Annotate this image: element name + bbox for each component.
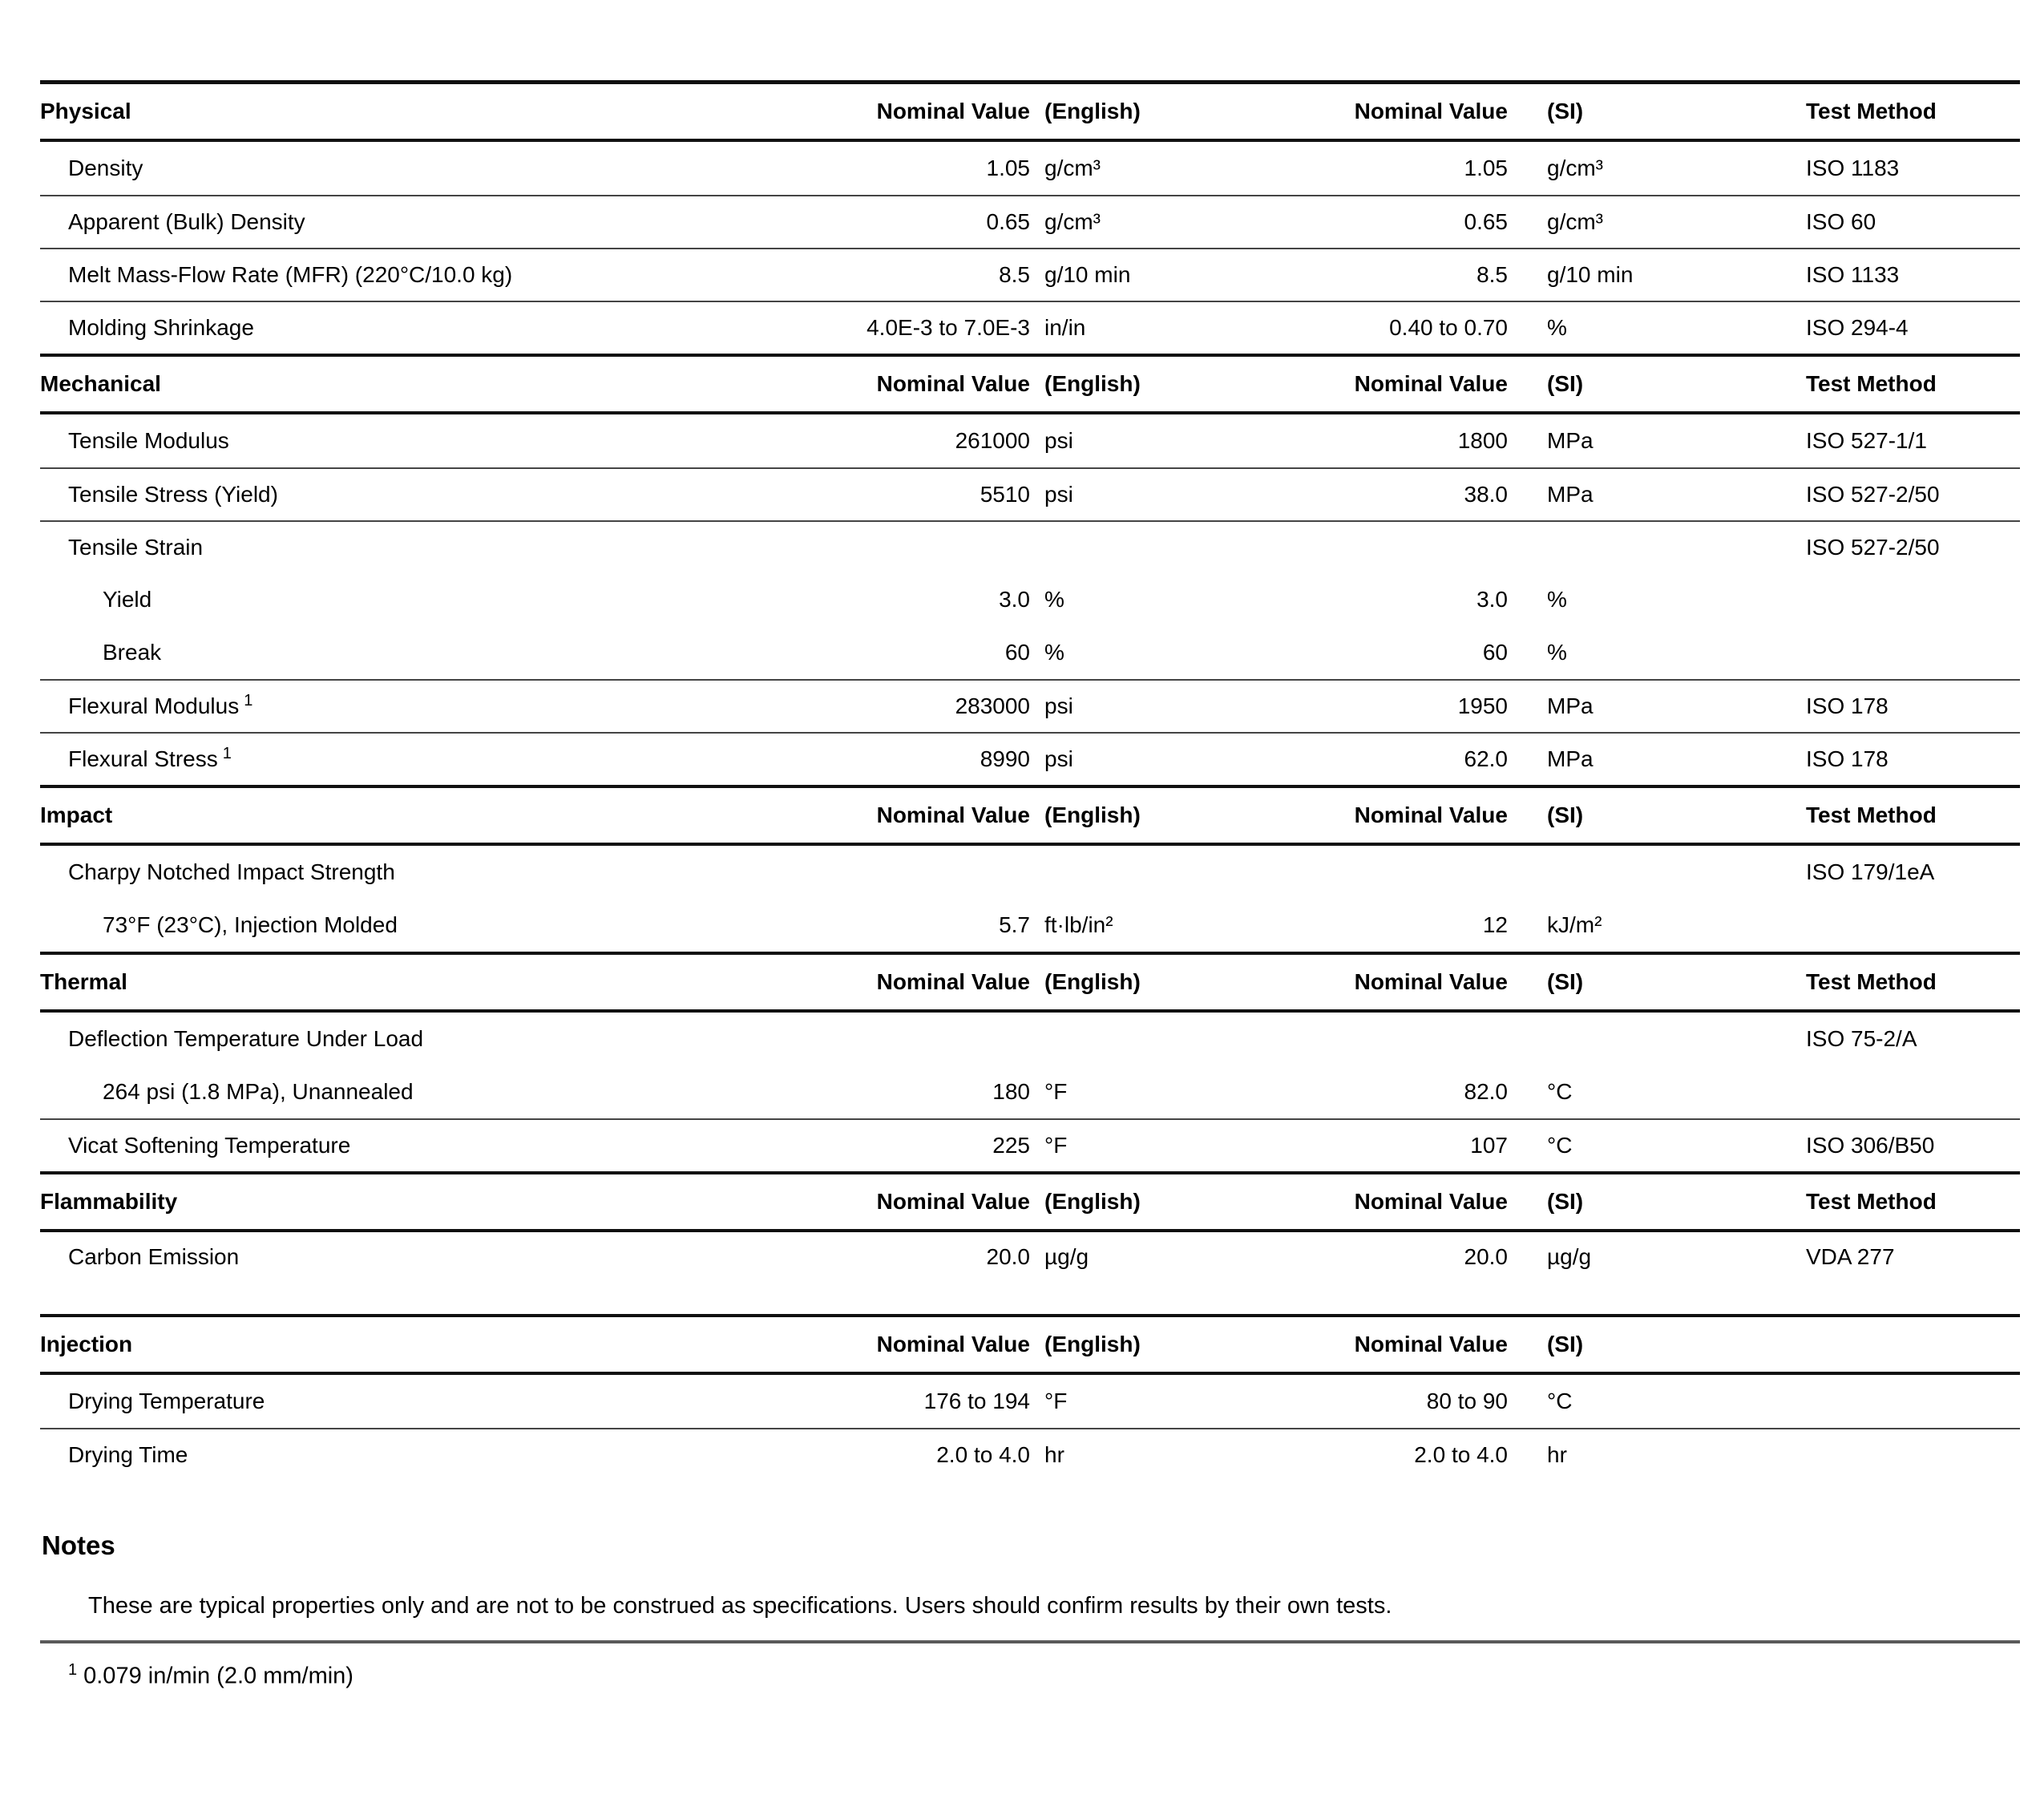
table-row <box>40 1375 2020 1428</box>
english-unit-cell: hr <box>1044 1442 1064 1467</box>
si-unit-cell: µg/g <box>1547 1244 1592 1269</box>
si-header: (SI) <box>1547 802 1584 827</box>
test-method-cell <box>1727 1444 2020 1466</box>
property-label: Tensile Strain <box>68 535 204 560</box>
nominal-value-si-header: Nominal Value <box>1354 1189 1508 1214</box>
property-label: Melt Mass-Flow Rate (MFR) (220°C/10.0 kg) <box>68 262 513 287</box>
english-value-cell: 180 <box>992 1079 1030 1104</box>
section-header-row <box>40 955 2020 1009</box>
table-section <box>40 952 2020 1171</box>
si-unit-cell <box>1508 861 1727 883</box>
property-label: Density <box>68 156 143 180</box>
si-value-cell <box>1307 536 1508 559</box>
test-method-cell: VDA 277 <box>1806 1244 1895 1269</box>
english-unit-cell: °F <box>1044 1389 1068 1413</box>
table-row <box>40 248 2020 301</box>
english-unit-cell: ft·lb/in² <box>1044 912 1113 937</box>
si-value-cell: 0.40 to 0.70 <box>1389 315 1508 340</box>
si-unit-cell: MPa <box>1547 428 1594 453</box>
property-label-cell <box>40 575 770 625</box>
table-row <box>40 899 2020 952</box>
si-unit-cell: MPa <box>1547 482 1594 507</box>
english-unit-cell: °F <box>1044 1079 1068 1104</box>
test-method-cell <box>1727 914 2020 936</box>
english-value-cell: 261000 <box>955 428 1030 453</box>
table-section <box>40 785 2020 952</box>
english-header: (English) <box>1044 371 1141 396</box>
property-label-cell <box>40 197 770 247</box>
property-label: Deflection Temperature Under Load <box>68 1026 424 1051</box>
property-label: 264 psi (1.8 MPa), Unannealed <box>103 1079 414 1104</box>
property-label-cell <box>40 1377 770 1426</box>
nominal-value-english-header: Nominal Value <box>876 802 1030 827</box>
test-method-cell: ISO 179/1eA <box>1806 859 1935 884</box>
nominal-value-english-header: Nominal Value <box>876 99 1030 123</box>
nominal-value-si-header: Nominal Value <box>1354 371 1508 396</box>
si-value-cell: 82.0 <box>1464 1079 1508 1104</box>
si-unit-cell: hr <box>1547 1442 1567 1467</box>
footnote-text: 0.079 in/min (2.0 mm/min) <box>83 1663 353 1689</box>
english-header: (English) <box>1044 1189 1141 1214</box>
property-label-cell <box>40 1067 770 1117</box>
section-header-row <box>40 357 2020 411</box>
property-label-cell <box>40 847 770 897</box>
table-row <box>40 301 2020 354</box>
property-label: Charpy Notched Impact Strength <box>68 859 395 884</box>
footnote <box>68 1661 2020 1690</box>
table-row <box>40 1428 2020 1481</box>
property-label-cell <box>40 628 770 677</box>
property-label: Carbon Emission <box>68 1244 240 1269</box>
english-value-cell: 60 <box>1004 640 1030 665</box>
section-title: Flammability <box>40 1189 178 1214</box>
property-label: Drying Time <box>68 1442 188 1467</box>
si-unit-cell <box>1508 1028 1727 1050</box>
property-label-cell <box>40 523 770 572</box>
english-value-cell: 20.0 <box>986 1244 1030 1269</box>
property-label-cell <box>40 900 770 950</box>
test-method-cell: ISO 60 <box>1806 209 1876 234</box>
nominal-value-english-header: Nominal Value <box>876 1189 1030 1214</box>
section-header-row <box>40 1174 2020 1229</box>
test-method-cell <box>1727 1390 2020 1413</box>
nominal-value-english-header: Nominal Value <box>876 371 1030 396</box>
table-row <box>40 195 2020 248</box>
property-label: Vicat Softening Temperature <box>68 1133 351 1158</box>
test-method-cell: ISO 178 <box>1806 693 1888 718</box>
english-unit-cell: psi <box>1044 428 1073 453</box>
property-label: Apparent (Bulk) Density <box>68 209 305 234</box>
test-method-header: Test Method <box>1806 371 1937 396</box>
si-value-cell: 0.65 <box>1464 209 1508 234</box>
section-header <box>40 1174 2020 1232</box>
property-label: Molding Shrinkage <box>68 315 254 340</box>
english-value-cell: 0.65 <box>986 209 1030 234</box>
english-value-cell: 4.0E-3 to 7.0E-3 <box>866 315 1030 340</box>
table-row <box>40 1013 2020 1065</box>
si-value-cell <box>1307 1028 1508 1050</box>
si-value-cell: 8.5 <box>1476 262 1508 287</box>
section-header <box>40 84 2020 142</box>
si-value-cell: 60 <box>1482 640 1508 665</box>
si-value-cell: 1.05 <box>1464 156 1508 180</box>
property-label-cell <box>40 250 770 300</box>
test-method-header: Test Method <box>1806 1189 1937 1214</box>
si-value-cell: 20.0 <box>1464 1244 1508 1269</box>
si-unit-cell: % <box>1547 587 1567 612</box>
si-unit-cell: % <box>1547 640 1567 665</box>
english-unit-cell: in/in <box>1044 315 1086 340</box>
notes-heading: Notes <box>42 1530 115 1560</box>
si-unit-cell: MPa <box>1547 746 1594 771</box>
table-section <box>40 84 2020 354</box>
property-label-cell <box>40 1232 770 1282</box>
property-label: Tensile Modulus <box>68 428 229 453</box>
test-method-header: Test Method <box>1806 969 1937 994</box>
footnote-reference-marker: 1 <box>222 744 232 762</box>
english-unit-cell: % <box>1044 640 1064 665</box>
si-header: (SI) <box>1547 99 1584 123</box>
table-row <box>40 573 2020 626</box>
english-value-cell: 3.0 <box>999 587 1030 612</box>
notes-body-text: These are typical properties only and are not to be construed as specifications. Users should confirm results by their own tests. <box>88 1593 1392 1619</box>
section-header <box>40 357 2020 414</box>
english-header: (English) <box>1044 969 1141 994</box>
test-method-header <box>1727 1333 2020 1356</box>
property-label: Flexural Modulus <box>68 693 240 718</box>
si-value-cell: 1950 <box>1457 693 1508 718</box>
english-value-cell: 5.7 <box>999 912 1030 937</box>
test-method-cell <box>1727 641 2020 664</box>
table-section <box>40 354 2020 785</box>
footnote-marker: 1 <box>68 1661 78 1679</box>
property-label-cell <box>40 470 770 519</box>
property-label-cell <box>40 734 770 784</box>
property-label-cell <box>40 303 770 353</box>
test-method-cell: ISO 527-1/1 <box>1806 428 1927 453</box>
test-method-cell: ISO 1183 <box>1806 156 1900 180</box>
footnote-reference-marker: 1 <box>244 691 253 709</box>
property-label-cell <box>40 416 770 466</box>
si-unit-cell: °C <box>1547 1079 1573 1104</box>
section-header <box>40 1317 2020 1375</box>
section-title: Thermal <box>40 969 127 994</box>
si-value-cell <box>1307 861 1508 883</box>
table-section <box>40 1171 2020 1314</box>
section-header <box>40 955 2020 1013</box>
property-label-cell <box>40 681 770 731</box>
si-unit-cell: g/cm³ <box>1547 156 1603 180</box>
english-header: (English) <box>1044 99 1141 123</box>
si-value-cell: 107 <box>1470 1133 1508 1158</box>
english-unit-cell: °F <box>1044 1133 1068 1158</box>
table-row <box>40 679 2020 732</box>
table-row <box>40 142 2020 195</box>
material-properties-table <box>40 80 2020 1481</box>
test-method-cell: ISO 75-2/A <box>1806 1026 1917 1051</box>
nominal-value-english-header: Nominal Value <box>876 969 1030 994</box>
section-title: Mechanical <box>40 371 161 396</box>
english-header: (English) <box>1044 802 1141 827</box>
si-unit-cell: g/10 min <box>1547 262 1634 287</box>
property-label: 73°F (23°C), Injection Molded <box>103 912 398 937</box>
property-label: Flexural Stress <box>68 746 218 771</box>
english-unit-cell: % <box>1044 587 1064 612</box>
property-label-cell <box>40 144 770 193</box>
si-value-cell: 62.0 <box>1464 746 1508 771</box>
english-value-cell: 283000 <box>955 693 1030 718</box>
section-header-row <box>40 1317 2020 1372</box>
test-method-cell: ISO 294-4 <box>1806 315 1909 340</box>
section-title: Physical <box>40 99 131 123</box>
test-method-header: Test Method <box>1806 802 1937 827</box>
test-method-cell <box>1727 588 2020 611</box>
si-unit-cell: °C <box>1547 1389 1573 1413</box>
test-method-cell: ISO 306/B50 <box>1806 1133 1935 1158</box>
table-row <box>40 520 2020 573</box>
si-header: (SI) <box>1547 1189 1584 1214</box>
property-label: Tensile Stress (Yield) <box>68 482 278 507</box>
table-row <box>40 1232 2020 1314</box>
si-value-cell: 80 to 90 <box>1426 1389 1508 1413</box>
si-header: (SI) <box>1547 969 1584 994</box>
nominal-value-english-header: Nominal Value <box>876 1332 1030 1356</box>
test-method-cell: ISO 527-2/50 <box>1806 482 1940 507</box>
english-unit-cell <box>1030 861 1307 883</box>
notes-section <box>40 1530 2020 1690</box>
english-header: (English) <box>1044 1332 1141 1356</box>
nominal-value-si-header: Nominal Value <box>1354 1332 1508 1356</box>
property-label: Drying Temperature <box>68 1389 265 1413</box>
section-header-row <box>40 788 2020 843</box>
table-section <box>40 1314 2020 1481</box>
english-value-cell: 8990 <box>980 746 1030 771</box>
si-value-cell: 38.0 <box>1464 482 1508 507</box>
si-unit-cell: °C <box>1547 1133 1573 1158</box>
english-value-cell: 225 <box>992 1133 1030 1158</box>
si-unit-cell: % <box>1547 315 1567 340</box>
section-title: Injection <box>40 1332 133 1356</box>
test-method-cell <box>1727 1081 2020 1103</box>
si-unit-cell <box>1508 536 1727 559</box>
table-row <box>40 1065 2020 1118</box>
si-unit-cell: g/cm³ <box>1547 209 1603 234</box>
test-method-cell: ISO 527-2/50 <box>1806 535 1940 560</box>
property-label-cell <box>40 1014 770 1064</box>
si-value-cell: 12 <box>1482 912 1508 937</box>
english-value-cell: 176 to 194 <box>923 1389 1030 1413</box>
nominal-value-si-header: Nominal Value <box>1354 969 1508 994</box>
si-value-cell: 2.0 to 4.0 <box>1414 1442 1508 1467</box>
table-row <box>40 846 2020 899</box>
english-value-cell: 5510 <box>980 482 1030 507</box>
table-row <box>40 732 2020 785</box>
test-method-cell: ISO 178 <box>1806 746 1888 771</box>
table-row <box>40 467 2020 520</box>
property-label-cell <box>40 1121 770 1170</box>
si-value-cell: 3.0 <box>1476 587 1508 612</box>
english-value-cell: 8.5 <box>999 262 1030 287</box>
si-header: (SI) <box>1547 1332 1584 1356</box>
property-label: Break <box>103 640 162 665</box>
table-row <box>40 626 2020 679</box>
english-unit-cell <box>1030 1028 1307 1050</box>
english-unit-cell: g/10 min <box>1044 262 1131 287</box>
si-header: (SI) <box>1547 371 1584 396</box>
english-unit-cell: g/cm³ <box>1044 156 1101 180</box>
notes-divider <box>40 1640 2020 1643</box>
section-header-row <box>40 84 2020 139</box>
english-value-cell <box>770 861 1030 883</box>
test-method-cell: ISO 1133 <box>1806 262 1900 287</box>
si-value-cell: 1800 <box>1457 428 1508 453</box>
nominal-value-si-header: Nominal Value <box>1354 802 1508 827</box>
english-unit-cell: g/cm³ <box>1044 209 1101 234</box>
section-title: Impact <box>40 802 113 827</box>
english-value-cell: 1.05 <box>986 156 1030 180</box>
nominal-value-si-header: Nominal Value <box>1354 99 1508 123</box>
english-unit-cell <box>1030 536 1307 559</box>
table-row <box>40 414 2020 467</box>
section-header <box>40 788 2020 846</box>
english-value-cell: 2.0 to 4.0 <box>936 1442 1030 1467</box>
si-unit-cell: kJ/m² <box>1547 912 1602 937</box>
datasheet-page <box>40 80 2020 1690</box>
si-unit-cell: MPa <box>1547 693 1594 718</box>
property-label: Yield <box>103 587 152 612</box>
table-row <box>40 1118 2020 1171</box>
english-value-cell <box>770 1028 1030 1050</box>
english-value-cell <box>770 536 1030 559</box>
english-unit-cell: µg/g <box>1044 1244 1089 1269</box>
english-unit-cell: psi <box>1044 482 1073 507</box>
english-unit-cell: psi <box>1044 693 1073 718</box>
property-label-cell <box>40 1430 770 1480</box>
english-unit-cell: psi <box>1044 746 1073 771</box>
test-method-header: Test Method <box>1806 99 1937 123</box>
